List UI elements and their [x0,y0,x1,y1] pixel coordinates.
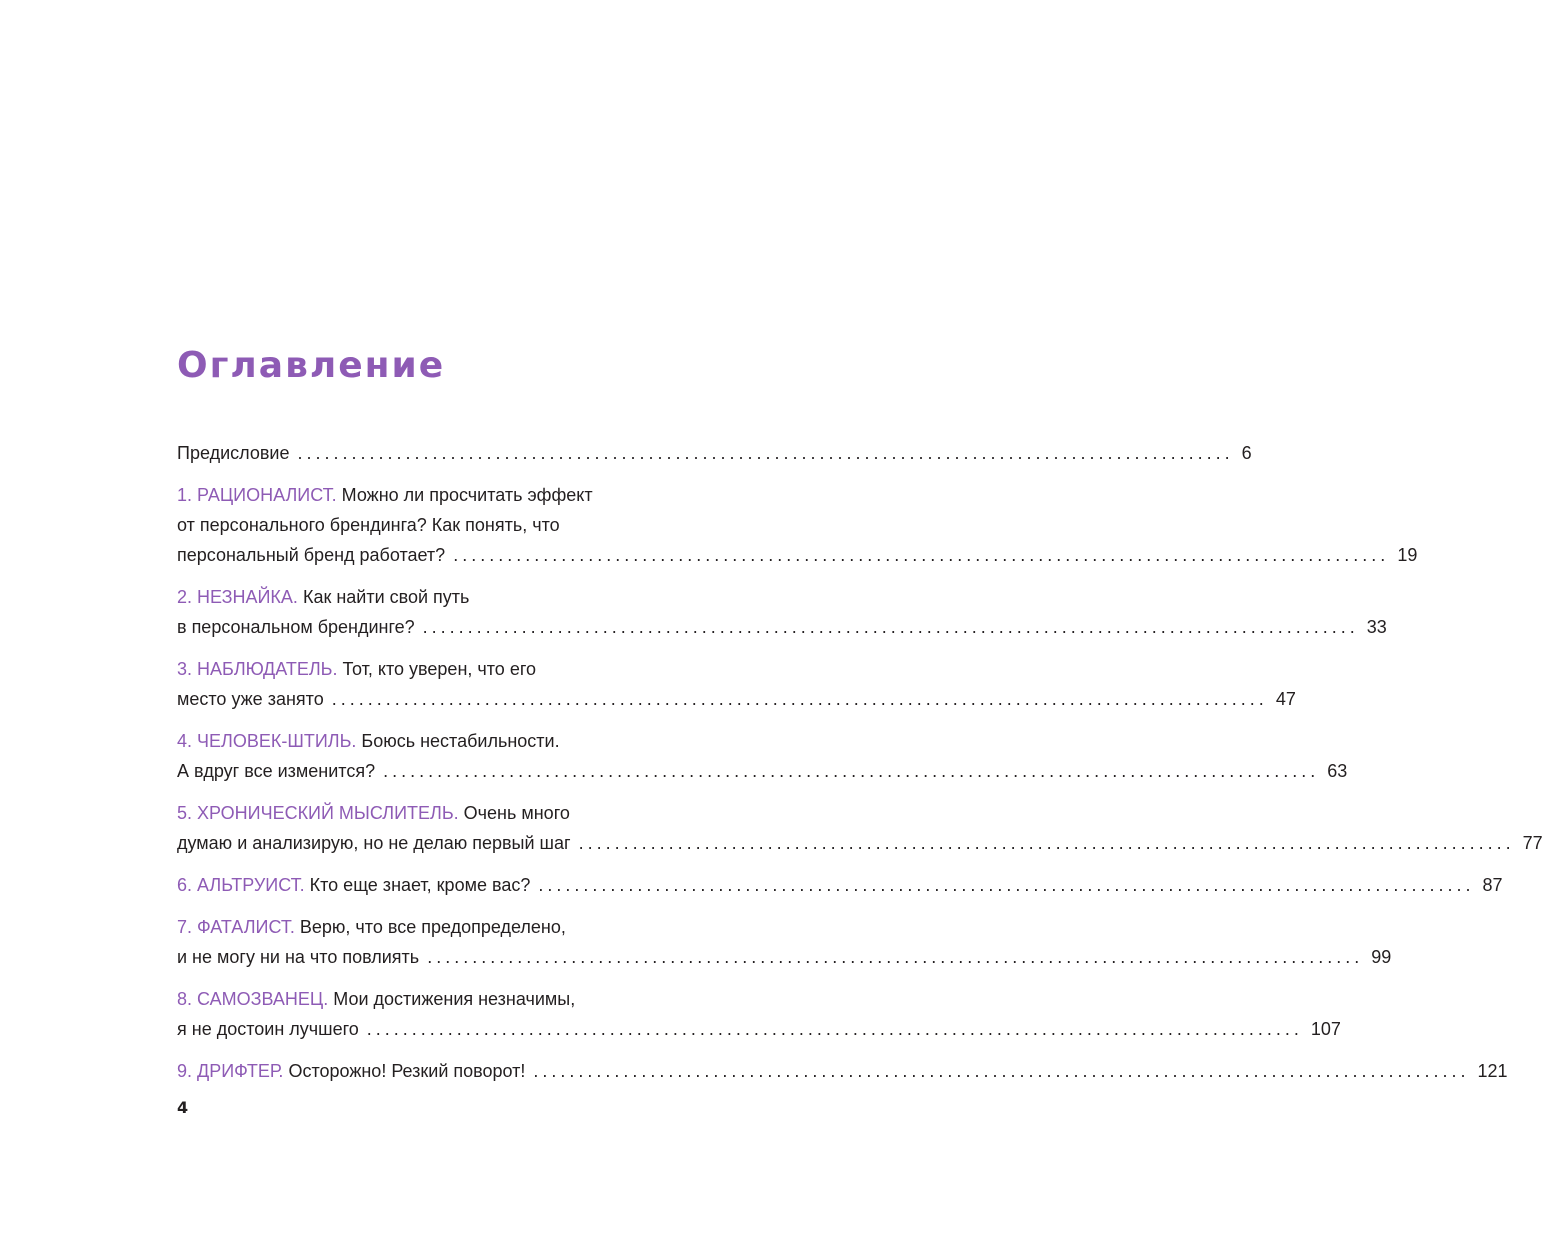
entry-text: Верю, что все предопределено, [299,917,566,937]
page-number: 63 [1327,761,1348,781]
dot-leader: ........................................................................................................ [331,689,1268,709]
toc-line [177,510,721,540]
chapter-label: 6. АЛЬТРУИСТ. [177,875,305,895]
dot-leader: ........................................................................................................ [366,1019,1303,1039]
toc-line [177,1014,1341,1044]
toc-line [177,582,721,612]
entry-text: персональный бренд работает? [177,545,446,565]
chapter-label: 8. САМОЗВАНЕЦ. [177,989,329,1009]
toc-line [177,942,1392,972]
toc-entry [177,984,1341,1044]
dot-leader: ........................................................................................................ [578,833,1515,853]
page-folio: 4 [177,1098,189,1117]
entry-text: думаю и анализирую, но не делаю первый шаг [177,833,571,853]
toc-line [177,912,721,942]
toc-line [177,684,1296,714]
entry-text: Мои достижения незначимы, [333,989,576,1009]
entry-text: А вдруг все изменится? [177,761,376,781]
toc-line [177,1056,1508,1086]
page-title: Оглавление [177,345,446,386]
page-number: 19 [1397,545,1418,565]
page-number: 99 [1371,947,1392,967]
toc-entry [177,438,1252,468]
entry-text: от персонального брендинга? Как понять, что [177,515,560,535]
toc-line [177,828,1543,858]
toc-entry [177,870,1503,900]
toc-entry [177,912,1392,972]
toc-line [177,984,721,1014]
page-number: 107 [1310,1019,1341,1039]
entry-text: Можно ли просчитать эффект [341,485,593,505]
toc-line [177,540,1418,570]
chapter-label: 4. ЧЕЛОВЕК-ШТИЛЬ. [177,731,357,751]
page-number: 77 [1522,833,1543,853]
page-number: 47 [1275,689,1296,709]
toc-line [177,726,721,756]
toc-line [177,612,1387,642]
entry-text: в персональном брендинге? [177,617,415,637]
chapter-label: 7. ФАТАЛИСТ. [177,917,295,937]
entry-text: Кто еще знает, кроме вас? [309,875,531,895]
entry-text: Предисловие [177,443,290,463]
chapter-label: 3. НАБЛЮДАТЕЛЬ. [177,659,338,679]
toc-entry [177,582,1387,642]
dot-leader: ........................................................................................................ [297,443,1234,463]
dot-leader: ........................................................................................................ [383,761,1320,781]
toc-entry [177,798,1543,858]
toc-line [177,438,1252,468]
entry-text: место уже занято [177,689,324,709]
entry-text: и не могу ни на что повлиять [177,947,420,967]
page-number: 33 [1366,617,1387,637]
dot-leader: ........................................................................................................ [453,545,1390,565]
dot-leader: ........................................................................................................ [533,1061,1470,1081]
entry-text: я не достоин лучшего [177,1019,359,1039]
toc-line [177,654,721,684]
page-number: 6 [1241,443,1252,463]
page-number: 121 [1477,1061,1508,1081]
toc-line [177,870,1503,900]
entry-text: Тот, кто уверен, что его [342,659,537,679]
toc-entry [177,1056,1508,1086]
dot-leader: ........................................................................................................ [538,875,1475,895]
entry-text: Очень много [463,803,570,823]
toc-line [177,756,1348,786]
table-of-contents [177,438,1543,1098]
toc-entry [177,654,1296,714]
chapter-label: 1. РАЦИОНАЛИСТ. [177,485,337,505]
dot-leader: ........................................................................................................ [422,617,1359,637]
toc-line [177,480,721,510]
entry-text: Боюсь нестабильности. [361,731,560,751]
entry-text: Как найти свой путь [302,587,470,607]
toc-line [177,798,721,828]
toc-entry [177,726,1348,786]
chapter-label: 9. ДРИФТЕР. [177,1061,284,1081]
page-number: 87 [1482,875,1503,895]
entry-text: Осторожно! Резкий поворот! [288,1061,526,1081]
chapter-label: 2. НЕЗНАЙКА. [177,587,298,607]
toc-entry [177,480,1418,570]
dot-leader: ........................................................................................................ [427,947,1364,967]
chapter-label: 5. ХРОНИЧЕСКИЙ МЫСЛИТЕЛЬ. [177,803,459,823]
